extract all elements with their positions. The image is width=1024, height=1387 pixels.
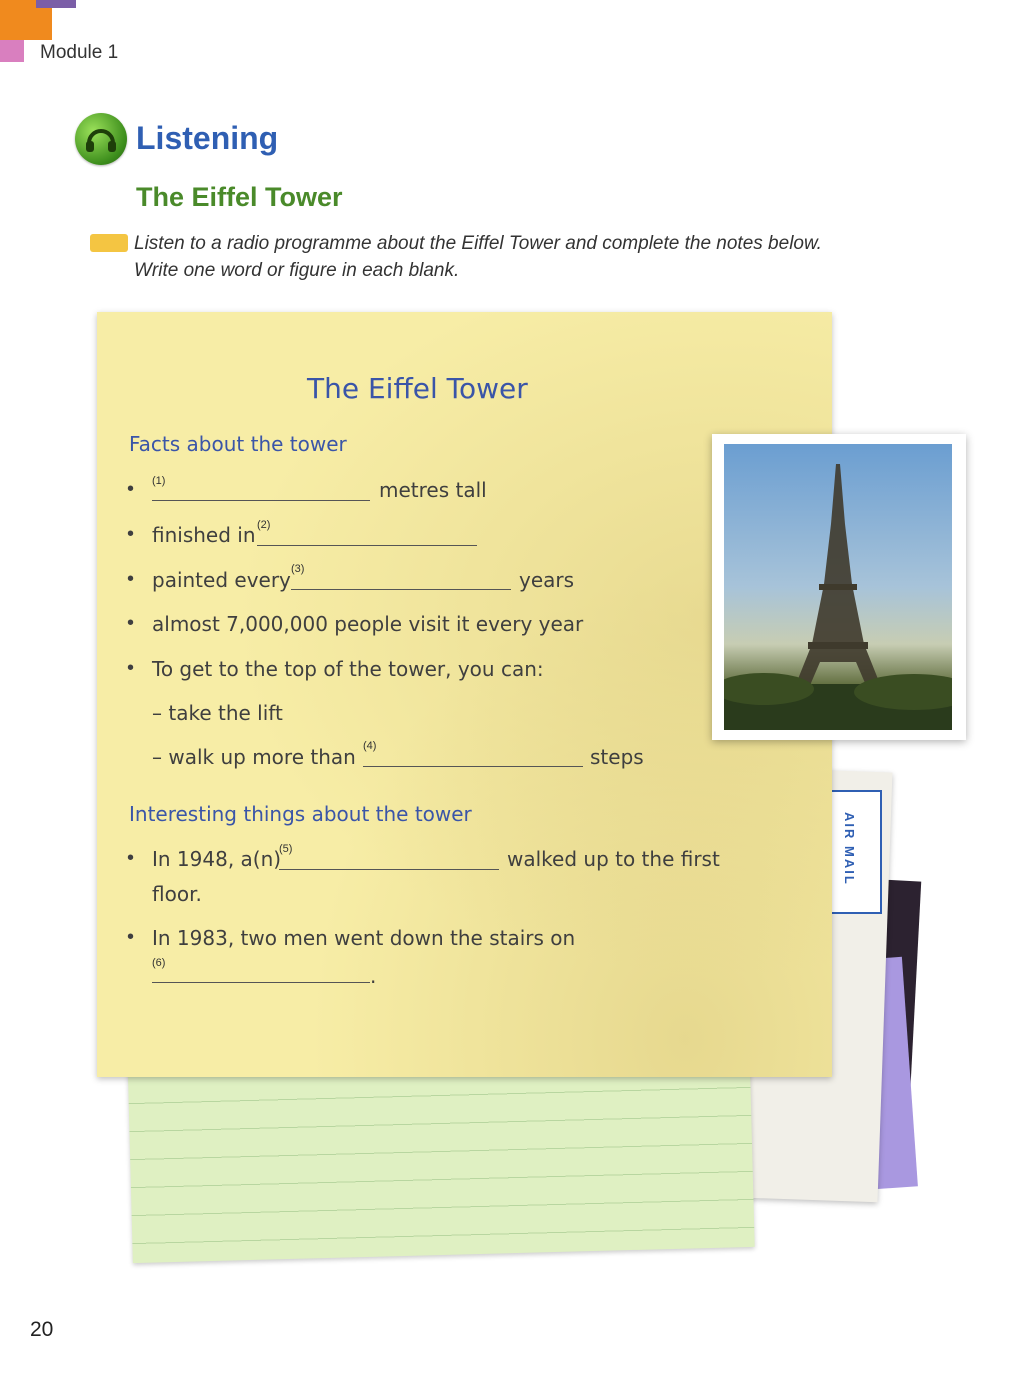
module-label: Module 1 [40, 42, 119, 63]
blank-number-3: (3) [291, 563, 305, 575]
corner-accent-pink [0, 40, 24, 62]
instruction-marker [90, 234, 128, 252]
instructions-line-1: Listen to a radio programme about the Eiffel Tower and complete the notes below. [134, 233, 822, 254]
blank-3[interactable] [291, 589, 511, 590]
item2-text: In 1983, two men went down the stairs on [152, 926, 576, 950]
fact3-after: years [519, 568, 575, 592]
corner-accent-purple [36, 0, 76, 8]
fact1-text: metres tall [379, 478, 487, 502]
bullet: • [127, 926, 135, 948]
blank-2[interactable] [257, 545, 477, 546]
eiffel-tower-icon [724, 444, 952, 730]
bullet: • [127, 847, 135, 869]
sub2-after: steps [590, 745, 644, 769]
fact3-text: painted every [152, 568, 291, 592]
instructions [134, 230, 964, 284]
bullet: • [127, 568, 135, 590]
interesting-heading: Interesting things about the tower [129, 802, 472, 826]
item1-text: In 1948, a(n) [152, 847, 282, 871]
blank-number-5: (5) [279, 843, 293, 855]
blank-4[interactable] [363, 766, 583, 767]
airmail-label: AIR MAIL [842, 812, 857, 886]
blank-1[interactable] [152, 500, 370, 501]
sub2-text: – walk up more than [152, 745, 356, 769]
section-title: Listening [136, 120, 279, 156]
item2-end: . [370, 964, 377, 988]
bullet: • [127, 523, 135, 545]
eiffel-tower-photo [712, 434, 966, 740]
instructions-line-2: Write one word or figure in each blank. [134, 260, 460, 281]
item1-after: walked up to the first [507, 847, 720, 871]
blank-number-6: (6) [152, 957, 166, 969]
fact2-text: finished in [152, 523, 256, 547]
bullet: • [127, 612, 135, 634]
subtitle: The Eiffel Tower [136, 182, 343, 212]
facts-heading: Facts about the tower [129, 432, 347, 456]
blank-6[interactable] [152, 982, 370, 983]
blank-number-4: (4) [363, 740, 377, 752]
item1-cont: floor. [152, 882, 202, 906]
blank-number-2: (2) [257, 519, 271, 531]
blank-5[interactable] [279, 869, 499, 870]
bullet: • [127, 478, 135, 500]
headphones-icon [75, 113, 127, 165]
page-number: 20 [30, 1318, 54, 1341]
photo-image [724, 444, 952, 730]
notes-title: The Eiffel Tower [307, 372, 528, 405]
blank-number-1: (1) [152, 475, 166, 487]
bullet: • [127, 657, 135, 679]
fact4-text: almost 7,000,000 people visit it every year [152, 612, 584, 636]
sub1-text: – take the lift [152, 701, 283, 725]
fact5-text: To get to the top of the tower, you can: [152, 657, 544, 681]
